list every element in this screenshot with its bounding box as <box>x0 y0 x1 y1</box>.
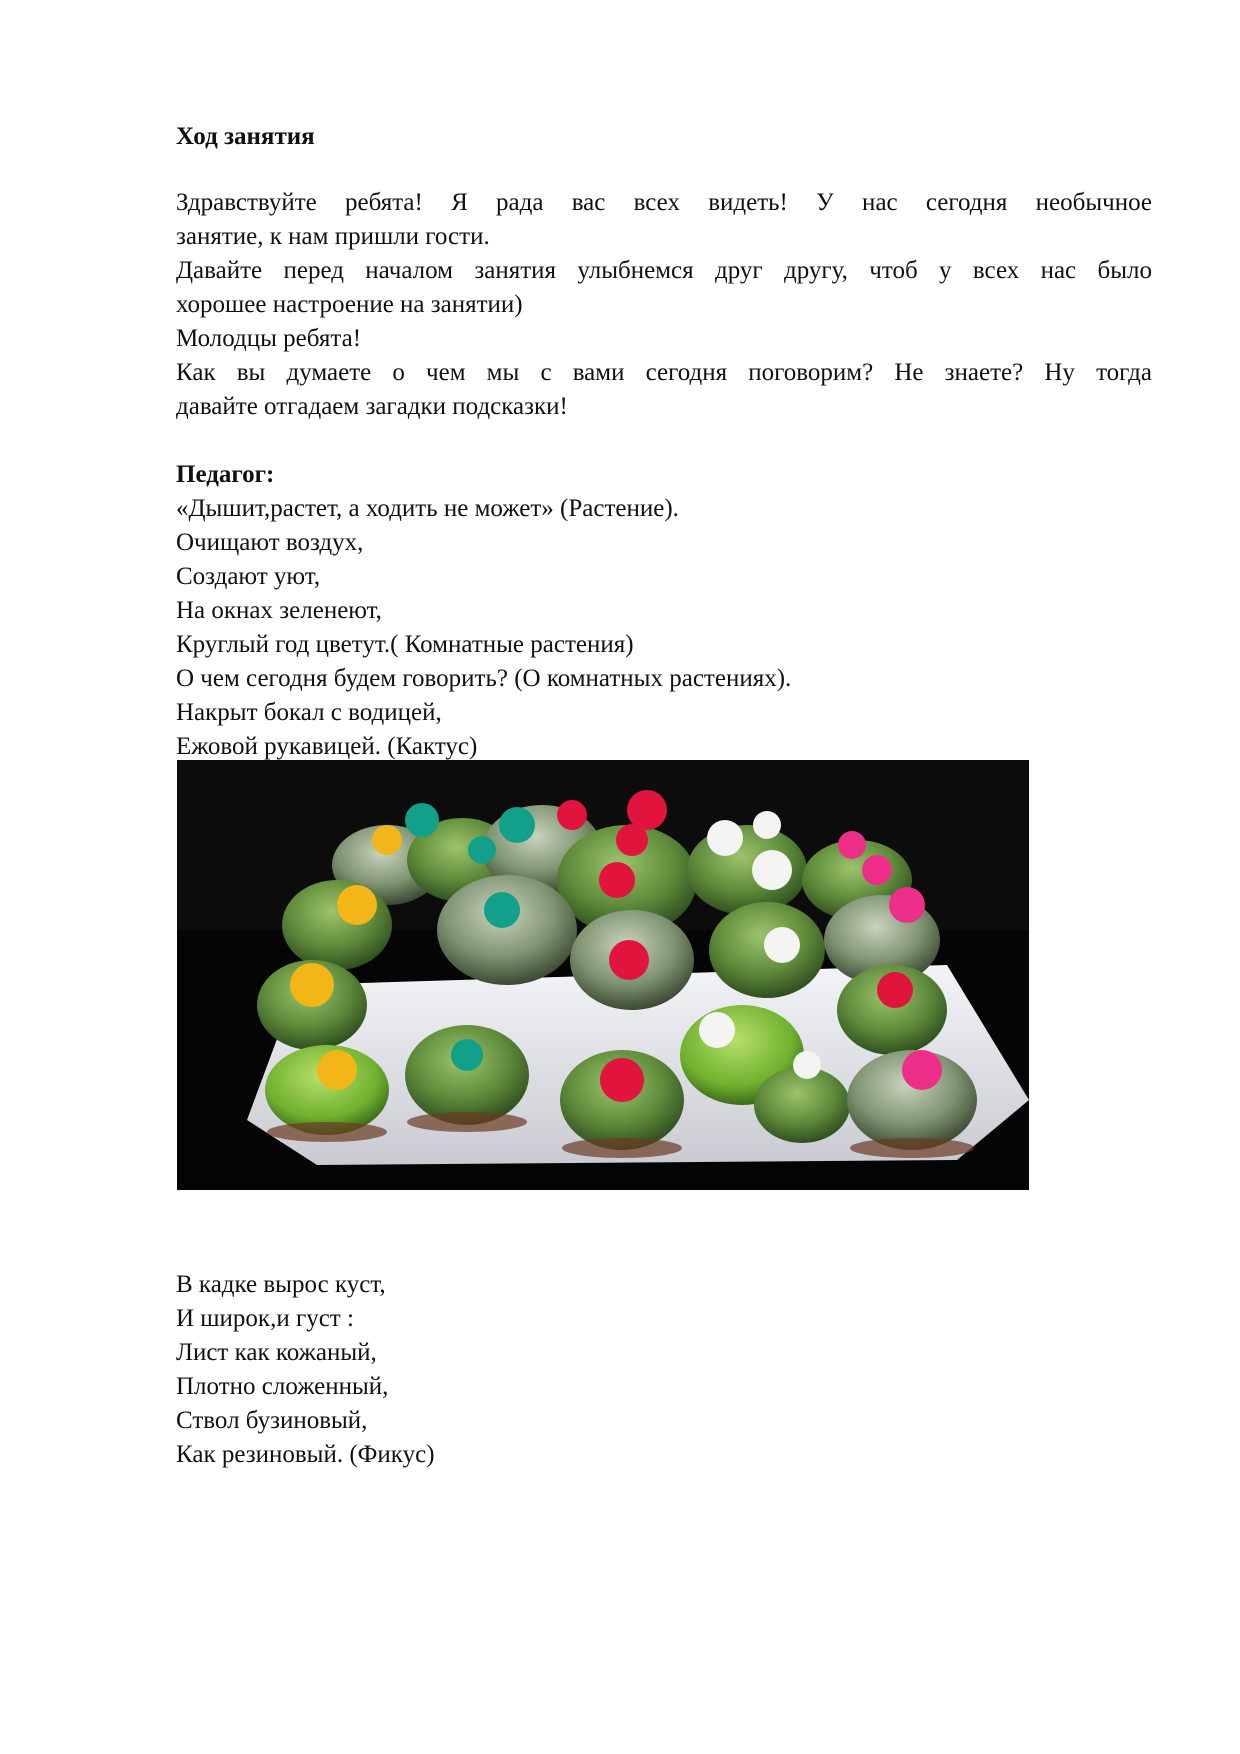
intro-line: Здравствуйте ребята! Я рада вас всех видеть! У нас сегодня необычное <box>176 189 1152 216</box>
riddle-line: Ствол бузиновый, <box>176 1407 368 1434</box>
intro-line: хорошее настроение на занятии) <box>176 291 523 318</box>
teacher-label: Педагог: <box>176 461 275 488</box>
riddle-line: На окнах зеленеют, <box>176 597 382 624</box>
riddle-line: Создают уют, <box>176 563 321 590</box>
intro-line: занятие, к нам пришли гости. <box>176 223 490 250</box>
cactus-photo <box>177 760 1029 1190</box>
intro-line: Давайте перед началом занятия улыбнемся друг другу, чтоб у всех нас было <box>176 257 1152 284</box>
intro-line: Молодцы ребята! <box>176 325 362 352</box>
riddle-line: И широк,и густ : <box>176 1305 354 1332</box>
riddle-line: Накрыт бокал с водицей, <box>176 699 442 726</box>
riddle-line: Как резиновый. (Фикус) <box>176 1441 435 1468</box>
riddle-line: Круглый год цветут.( Комнатные растения) <box>176 631 634 658</box>
section-heading: Ход занятия <box>176 123 315 150</box>
riddle-line: О чем сегодня будем говорить? (О комнатных растениях). <box>176 665 792 692</box>
intro-line: Как вы думаете о чем мы с вами сегодня поговорим? Не знаете? Ну тогда <box>176 359 1152 386</box>
intro-line: давайте отгадаем загадки подсказки! <box>176 393 568 420</box>
riddle-line: Очищают воздух, <box>176 529 364 556</box>
riddle-line: Ежовой рукавицей. (Кактус) <box>176 733 478 760</box>
riddle-line: В кадке вырос куст, <box>176 1271 386 1298</box>
cactus-illustration <box>177 760 1029 1190</box>
riddle-line: Лист как кожаный, <box>176 1339 377 1366</box>
riddle-line: «Дышит,растет, а ходить не может» (Растение). <box>176 495 679 522</box>
riddle-line: Плотно сложенный, <box>176 1373 389 1400</box>
